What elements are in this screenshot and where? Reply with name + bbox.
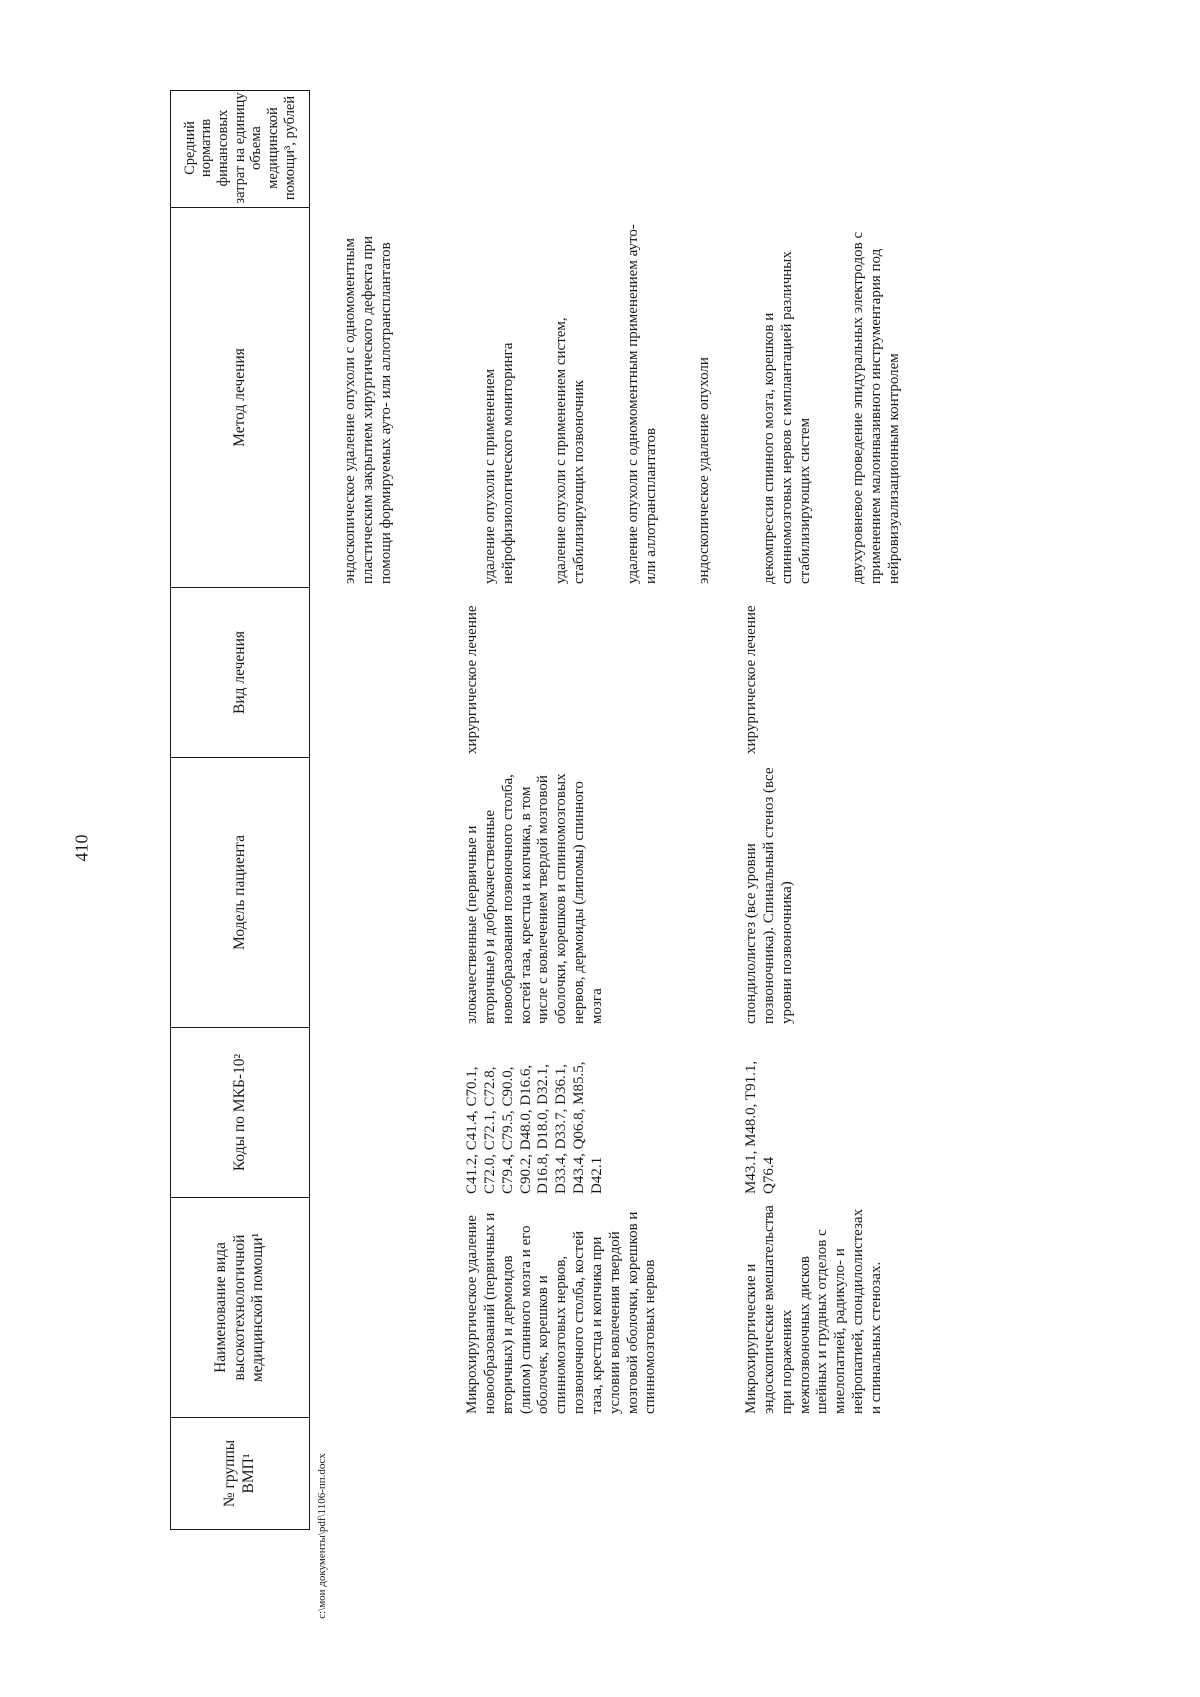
header-icd-codes: Коды по МКБ-10²: [171, 1027, 309, 1197]
treatment-method: эндоскопическое удаление опухоли: [696, 357, 713, 584]
treatment-methods-cell: [464, 208, 732, 588]
treatment-methods-cell: [743, 208, 922, 588]
group-number-cell: [743, 1418, 922, 1530]
treatment-method: удаление опухоли с применением нейрофизиологического мониторинга: [481, 342, 516, 584]
icd-codes-cell: M43.1, M48.0, T91.1, Q76.4: [743, 1060, 777, 1194]
header-group-number: № группы ВМП¹: [171, 1417, 309, 1529]
care-type-name-cell: [324, 1198, 446, 1418]
patient-model-cell: спондилолистез (все уровни позвоночника). Спинальный стеноз (все уровни позвоночника): [743, 767, 795, 1024]
patient-model-cell: злокачественные (первичные и вторичные) и доброкачественные новообразования позвоночного столба, костей таза, крестца и копчика, в том числе с вовлечением твердой мозговой оболочки, корешков и спинномозговых нервов, дермоиды (липомы) спинного мозга: [464, 773, 605, 1024]
table-row: [310, 90, 446, 1530]
group-number-cell: [324, 1418, 446, 1530]
treatment-type-cell: хирургическое лечение: [743, 605, 759, 754]
document-table: [170, 90, 1150, 1530]
treatment-method: удаление опухоли с одномоментным применением ауто- или аллотрансплантатов: [624, 224, 659, 584]
header-treatment-type: Вид лечения: [171, 587, 309, 757]
header-patient-model: Модель пациента: [171, 757, 309, 1027]
average-cost-cell: [464, 90, 732, 208]
table-header: [170, 90, 310, 1530]
treatment-type-cell: хирургическое лечение: [464, 605, 480, 754]
icd-codes-cell: C41.2, C41.4, C70.1, C72.0, C72.1, C72.8, C79.4, C79.5, C90.0, C90.2, D48.0, D16.6, D16.8, D18.0, D32.1, D33.4, D33.7, D36.1, D43.4, Q06.8, M85.5, D42.1: [464, 1061, 605, 1194]
treatment-method: эндоскопическое удаление опухоли с одномоментным пластическим закрытием хирургического дефекта при помощи формируемых ауто- или аллотрансплантатов: [341, 235, 394, 584]
header-care-type-name: Наименование вида высокотехнологичной медицинской помощи¹: [171, 1197, 309, 1417]
treatment-methods-cell: [324, 208, 446, 588]
average-cost-cell: [743, 90, 922, 208]
treatment-method: декомпрессия спинного мозга, корешков и спинномозговых нервов с имплантацией различных стабилизирующих систем: [760, 251, 813, 584]
treatment-method: двухуровневое проведение эпидуральных электродов с применением малоинвазивного инструментария под нейровизуализационным контролем: [850, 231, 902, 584]
header-treatment-method: Метод лечения: [171, 207, 309, 587]
care-type-name-cell: Микрохирургическое удаление новообразований (первичных и вторичных) и дермоидов (липом) спинного мозга и его оболочек, корешков и спинномозговых нервов, позвоночного столба, костей таза, крестца и копчика при условии вовлечения твердой мозговой оболочки, корешков и спинномозговых нервов: [464, 1211, 659, 1414]
group-number-cell: [464, 1418, 732, 1530]
header-average-cost: Средний норматив финансовых затрат на единицу объема медицинской помощи³, рублей: [181, 92, 298, 204]
treatment-type-cell: [324, 588, 446, 758]
average-cost-cell: [324, 90, 446, 208]
table-row: [446, 90, 731, 1530]
table-row: [731, 90, 922, 1530]
treatment-method: удаление опухоли с применением систем, стабилизирующих позвоночник: [553, 317, 588, 584]
care-type-name-cell: Микрохирургические и эндоскопические вмешательства при поражениях межпозвоночных дисков шейных и грудных отделов с миелопатией, радикуло- и нейропатией, спондилолистезах и спинальных стенозах.: [743, 1205, 884, 1414]
icd-codes-cell: [324, 1028, 446, 1198]
table-body: [310, 90, 922, 1530]
patient-model-cell: [324, 758, 446, 1028]
